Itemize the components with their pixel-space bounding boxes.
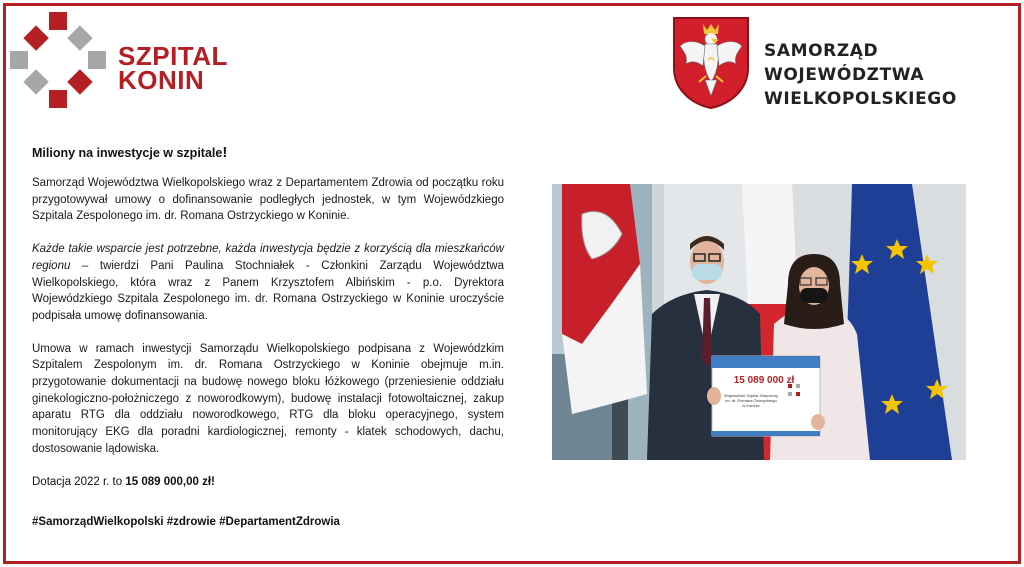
quote-attribution: – twierdzi Pani Paulina Stochniałek - Członkini Zarządu Województwa Wielkopolskiego, która wraz z Panem Krzysztofem Albińskim - p.o. Dyrektora Wojewódzkiego Szpitala Zespolonego im. dr. Romana Ostrzyckiego w Koninie uroczyście podpisała umowę dofinansowania. bbox=[32, 259, 504, 322]
ceremony-photo-illustration bbox=[552, 184, 966, 460]
check-recipient-line3: w Koninie bbox=[742, 403, 760, 408]
grant-amount-prefix: Dotacja 2022 r. to bbox=[32, 475, 126, 488]
article-title bbox=[32, 144, 504, 161]
check-amount: 15 089 000 zł bbox=[733, 375, 795, 386]
region-logo-text bbox=[764, 39, 992, 111]
hospital-logo bbox=[8, 10, 228, 110]
hospital-logo-line2: KONIN bbox=[118, 65, 205, 95]
check-recipient-line1: Wojewódzki Szpital Zespolony bbox=[724, 393, 778, 398]
hashtags: #SamorządWielkopolski #zdrowie #DepartamentZdrowia bbox=[32, 516, 340, 529]
article-title-text: Miliony na inwestycje w szpitale bbox=[32, 146, 223, 160]
quote-text: Każde takie wsparcie jest potrzebne, każda inwestycja będzie z korzyścią dla mieszkańców regionu bbox=[32, 243, 504, 272]
eagle-crest-icon bbox=[672, 16, 750, 110]
article bbox=[32, 144, 504, 530]
hospital-logo-line1: SZPITAL bbox=[118, 41, 228, 71]
paragraph-quote bbox=[32, 241, 504, 325]
paragraph-intro: Samorząd Województwa Wielkopolskiego wraz z Departamentem Zdrowia od początku roku przygotowywał umowy o dofinansowanie podległych jednostek, w tym Wojewódzkiego Szpitala Zespolonego im. dr. Romana Ostrzyckiego w Koninie. bbox=[32, 177, 504, 223]
grant-amount-value: 15 089 000,00 zł! bbox=[125, 475, 215, 488]
paragraph-scope: Umowa w ramach inwestycji Samorządu Wielkopolskiego podpisana z Wojewódzkim Szpitalem Zespolonym im. dr. Romana Ostrzyckiego w Koninie obejmuje m.in. przygotowanie dokumentacji na budowę nowego bloku łóżkowego (przeniesienie oddziału ginekologiczno-położniczego z noworodkowym), budowę instalacji fotowoltaicznej, zakup aparatu RTG dla oddziału noworodkowego, RTG dla bloku operacyjnego, system monitorujący EKG dla poradni kardiologicznej, remonty - klatek schodowych, dachu, dostosowanie lądowiska. bbox=[32, 342, 504, 455]
region-logo-line1: SAMORZĄD WOJEWÓDZTWA bbox=[764, 41, 925, 85]
article-title-mark: ! bbox=[222, 144, 228, 161]
check-recipient-line2: im. dr. Romana Ostrzyckiego bbox=[725, 398, 777, 403]
hospital-logo-mark-icon bbox=[8, 10, 108, 110]
region-logo-line2: WIELKOPOLSKIEGO bbox=[764, 89, 957, 109]
region-logo bbox=[672, 16, 992, 112]
grant-amount-line bbox=[32, 474, 504, 491]
hospital-logo-text bbox=[118, 41, 228, 95]
ceremony-photo bbox=[552, 184, 966, 460]
